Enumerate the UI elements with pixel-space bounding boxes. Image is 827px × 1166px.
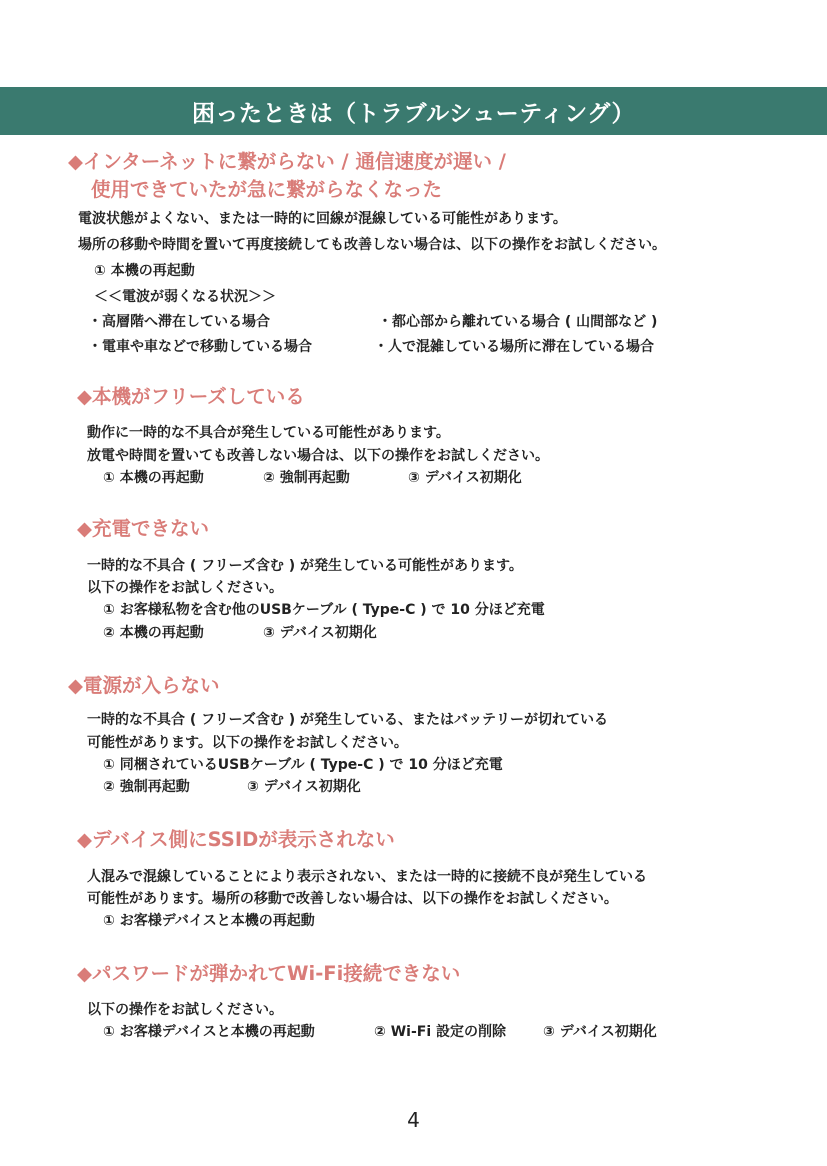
section-heading-internet-cont: 使用できていたが急に繋がらなくなった xyxy=(91,178,443,201)
step-item: ① 同梱されているUSBケーブル ( Type-C ) で 10 分ほど充電 xyxy=(103,757,503,773)
page-banner xyxy=(0,87,827,135)
section-text: 一時的な不具合 ( フリーズ含む ) が発生している、またはバッテリーが切れている xyxy=(87,712,609,728)
section-heading-ssid: ◆デバイス側にSSIDが表示されない xyxy=(77,828,395,851)
section-text: 可能性があります。以下の操作をお試しください。 xyxy=(87,735,408,751)
section-text: 以下の操作をお試しください。 xyxy=(87,580,283,596)
section-text: 動作に一時的な不具合が発生している可能性があります。 xyxy=(87,425,450,441)
section-heading-internet: ◆インターネットに繋がらない / 通信速度が遅い / xyxy=(68,150,506,173)
section-heading-charge: ◆充電できない xyxy=(77,517,209,540)
sub-heading: ＜＜電波が弱くなる状況＞＞ xyxy=(94,289,276,305)
step-item: ③ デバイス初期化 xyxy=(408,470,522,486)
list-item: ・電車や車などで移動している場合 xyxy=(88,339,312,355)
step-item: ③ デバイス初期化 xyxy=(247,779,361,795)
step-item: ② 本機の再起動 xyxy=(103,625,204,641)
list-item: ・都心部から離れている場合 ( 山間部など ) xyxy=(378,314,658,330)
list-item: ・人で混雑している場所に滞在している場合 xyxy=(374,339,654,355)
section-heading-password: ◆パスワードが弾かれてWi-Fi接続できない xyxy=(77,962,461,985)
section-text: 場所の移動や時間を置いて再度接続しても改善しない場合は、以下の操作をお試しください。 xyxy=(78,237,666,253)
step-item: ② 強制再起動 xyxy=(103,779,190,795)
step-item: ① お客様デバイスと本機の再起動 xyxy=(103,913,315,929)
step-item: ③ デバイス初期化 xyxy=(543,1024,657,1040)
section-text: 人混みで混線していることにより表示されない、または一時的に接続不良が発生している xyxy=(87,869,647,885)
page-number: 4 xyxy=(407,1108,420,1132)
section-heading-power: ◆電源が入らない xyxy=(68,674,220,697)
step-item: ① 本機の再起動 xyxy=(94,263,195,279)
step-item: ① お客様私物を含む他のUSBケーブル ( Type-C ) で 10 分ほど充電 xyxy=(103,602,545,618)
step-item: ② 強制再起動 xyxy=(263,470,350,486)
section-text: 以下の操作をお試しください。 xyxy=(87,1002,283,1018)
section-text: 放電や時間を置いても改善しない場合は、以下の操作をお試しください。 xyxy=(87,448,549,464)
step-item: ③ デバイス初期化 xyxy=(263,625,377,641)
banner-title: 困ったときは（トラブルシューティング） xyxy=(192,100,635,127)
step-item: ② Wi-Fi 設定の削除 xyxy=(374,1024,507,1040)
section-text: 電波状態がよくない、または一時的に回線が混線している可能性があります。 xyxy=(78,211,567,227)
section-text: 可能性があります。場所の移動で改善しない場合は、以下の操作をお試しください。 xyxy=(87,891,618,907)
step-item: ① 本機の再起動 xyxy=(103,470,204,486)
section-text: 一時的な不具合 ( フリーズ含む ) が発生している可能性があります。 xyxy=(87,558,523,574)
step-item: ① お客様デバイスと本機の再起動 xyxy=(103,1024,315,1040)
list-item: ・高層階へ滞在している場合 xyxy=(88,314,270,330)
section-heading-freeze: ◆本機がフリーズしている xyxy=(77,385,305,408)
